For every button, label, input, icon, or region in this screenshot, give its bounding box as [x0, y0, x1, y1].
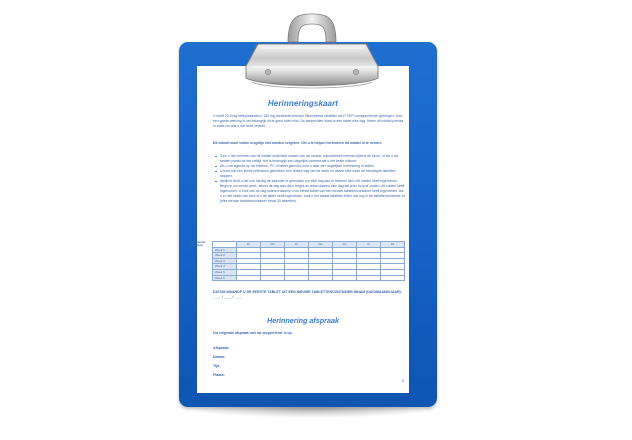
table-day-header: Wo: [309, 242, 333, 248]
appointment-intro: Uw volgende afspraak met uw zorgverlener is op:: [213, 331, 293, 335]
date-field: Datum:: [213, 355, 226, 359]
lead-paragraph: Dit middel moet indien mogelijk niet worden vergeten. Om u te helpen herinneren dit middel in te nemen:: [213, 141, 382, 145]
document-title: Herinneringskaart: [267, 99, 339, 108]
table-day-header: Ma: [261, 242, 285, 248]
table-cell[interactable]: [261, 275, 285, 281]
table-day-header: Vr: [357, 242, 381, 248]
list-item: Als u uw agenda op uw telefoon, PC of tablet gebruikt, kunt u daar een dagelijkse herinnering in zetten.: [213, 164, 405, 169]
table-row: [213, 275, 405, 281]
table-cell[interactable]: [333, 275, 357, 281]
table-cell[interactable]: [381, 275, 405, 281]
time-field: Tijd:: [213, 364, 221, 368]
place-field: Plaats:: [213, 373, 225, 377]
table-cell[interactable]: [309, 275, 333, 281]
list-item: Som u het innemen van dit middel onderdeel maken van uw routine, bijvoorbeeld innemen tijdens de lunch, of als u uw tanden poetst na het ontbijt. Het is belangrijk een dagelijks moment dat u het beste uitkomt.: [213, 154, 405, 164]
week-label: Week 6: [213, 275, 237, 281]
table-day-header: Do: [333, 242, 357, 248]
table-day-header: Zo: [237, 242, 261, 248]
intro-paragraph: U heeft 20 8 mg ethinylestradiol / 180 mg norethisteronvloed Slimembeka tabletten als P-FEP voorgeschreven gekregen. Voor een goede werking is het belangrijk dit te goed doen mist. De aanbevolen dosis is één tablet elke dag. Neem dit middel precies in zoals uw arts u dat heeft verteld.: [213, 114, 404, 128]
week-label: Week 4: [213, 264, 237, 270]
page-number: 1: [402, 379, 404, 383]
table-day-header: Za: [381, 242, 405, 248]
table-side-label: Afgetekende weekdosis: [190, 241, 206, 248]
week-label: Week 1: [213, 247, 237, 253]
first-tablet-date-caption: DATUM WAAROP U DE EERSTE TABLET UIT EEN NIEUWE TABLETTENCONTAINER INNAM (DAG/MAAND/JAAR): ____ / ____ / ____: [213, 290, 402, 300]
table-cell[interactable]: [237, 275, 261, 281]
week-label: Week 5: [213, 269, 237, 275]
week-table: [212, 241, 405, 281]
list-item: U kunt ook een kleine pillendoos gebruiken voor iedere dag van de week en daarin elke week de benodigde tabletten stoppen.: [213, 169, 405, 179]
tips-list: [213, 154, 405, 204]
table-cell[interactable]: [357, 275, 381, 281]
week-label: Week 2: [213, 253, 237, 259]
appointment-title: Herinnering afspraak: [267, 316, 339, 325]
table-cell[interactable]: [285, 275, 309, 281]
table-day-header: Di: [285, 242, 309, 248]
week-label: Week 3: [213, 258, 237, 264]
appointment-field: Afspraak:: [213, 346, 230, 350]
list-item: Wellicht vindt u het ook handig de kalender te gebruiken om elke dag aan te tekenen dat u dit middel heeft ingenomen. Begin in uw eerste week, tekent de dag aan dat u begint en teken daarna elke dag bel je/zo hulp af zodat u dit middel heeft ingenomen. U kunt ook de dag noteren waarop u uw eerste tablet van een nieuwe tablettencontainer heeft ingenomen. Als u er niet zeker van bent of u de tablet heeft ingenomen, kunt u het aantal tabletten tellen dat nog in de tablettencontainer zit (elke nieuwe tablettencontainer bevat 30 tabletten).: [213, 179, 405, 204]
